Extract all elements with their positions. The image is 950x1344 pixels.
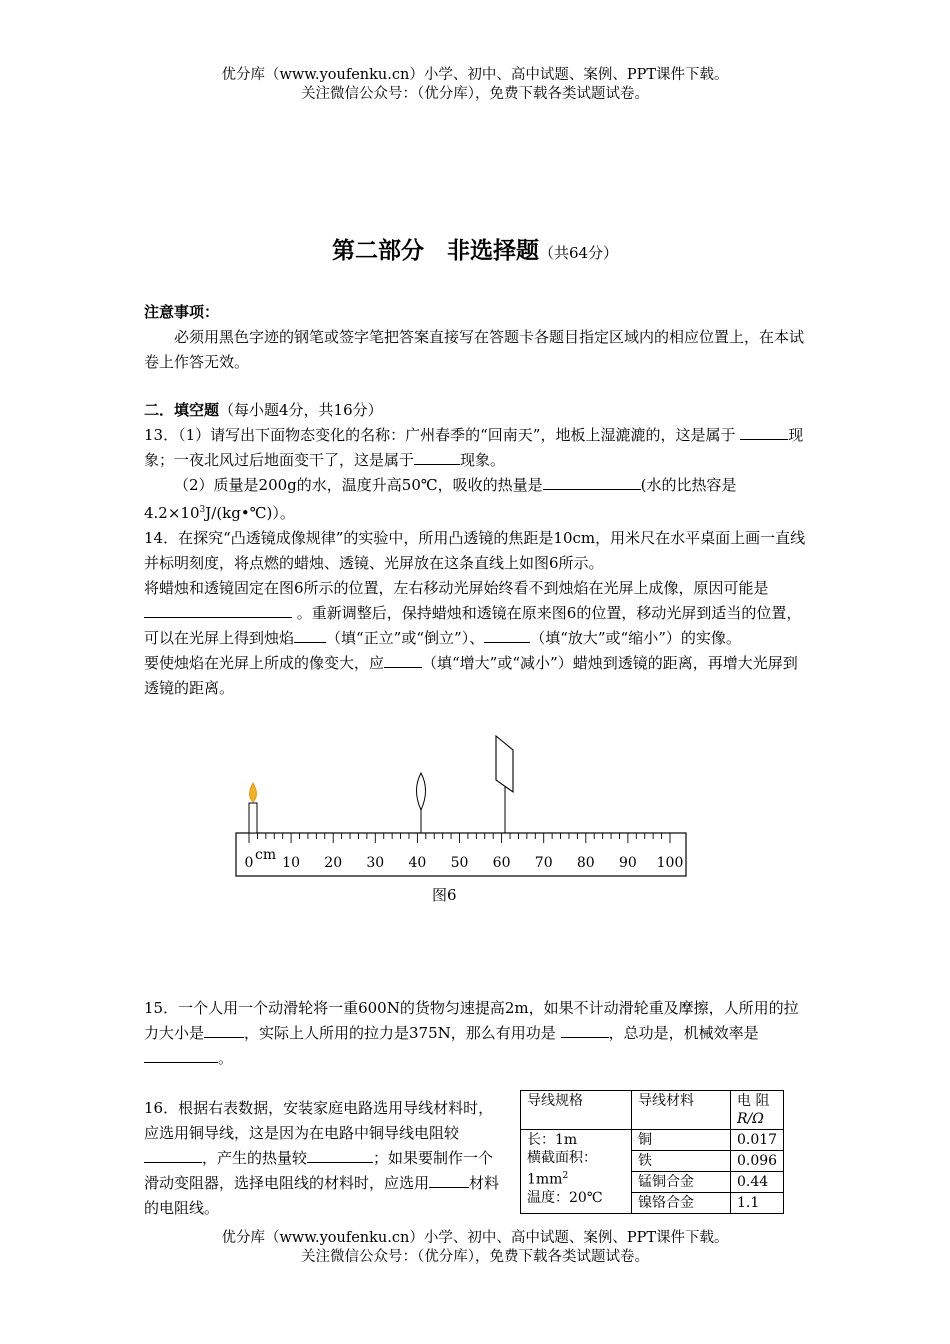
wire-resistance-table	[520, 1090, 784, 1214]
q14-blank-4[interactable]	[384, 653, 422, 668]
ruler-tick-label: 70	[534, 855, 553, 871]
q13-text-f: J/(kg•℃)）。	[205, 504, 295, 522]
spec-area-value: 1mm	[527, 1171, 563, 1188]
q13-text-c: 现象。	[460, 451, 506, 469]
material-cell: 铜	[632, 1130, 731, 1151]
material-cell: 铁	[632, 1151, 731, 1172]
q14-blank-2[interactable]	[294, 628, 326, 643]
q14-text-c: （填“正立”或“倒立”）、	[326, 629, 485, 647]
notice-heading: 注意事项：	[144, 303, 220, 321]
header-resistance-unit: R/Ω	[737, 1111, 764, 1127]
q16-text-b: ，产生的热量较	[202, 1149, 308, 1167]
section-heading	[144, 398, 806, 423]
spec-area-exp: 2	[562, 1171, 569, 1181]
spec-area-label: 横截面积：	[527, 1150, 597, 1166]
title-sub: （共64分）	[538, 244, 619, 262]
resistance-cell: 0.096	[731, 1151, 784, 1172]
ruler-unit: cm	[255, 847, 277, 863]
q16-text-d: 材料的电阻线。	[144, 1174, 500, 1217]
q13-exponent: 3	[199, 505, 206, 515]
header-resistance	[731, 1091, 784, 1130]
light-screen	[496, 736, 513, 833]
q13-blank-3[interactable]	[543, 475, 641, 490]
header-line-1: 优分库（www.youfenku.cn）小学、初中、高中试题、案例、PPT课件下载。	[221, 67, 729, 83]
header-line-2: 关注微信公众号：（优分库），免费下载各类试题试卷。	[301, 86, 649, 102]
q14-text-a: 将蜡烛和透镜固定在图6所示的位置，左右移动光屏始终看不到烛焰在光屏上成像，原因可能是	[144, 579, 769, 597]
q16	[144, 1096, 504, 1221]
ruler-tick-label: 40	[408, 855, 427, 871]
header-resistance-label: 电 阻	[737, 1093, 770, 1109]
figure-6-optical-bench	[230, 730, 690, 880]
resistance-cell: 1.1	[731, 1193, 784, 1214]
q15-blank-3[interactable]	[144, 1048, 218, 1063]
q14-text-b: 。重新调整后，保持蜡烛和透镜在原来图6的位置，移动光屏到适当的位置，可以在光屏上得到烛焰	[144, 604, 802, 647]
q14-text-f: （填“增大”或“减小”）蜡烛到透镜的距离，再增大光屏到透镜的距离。	[144, 654, 798, 697]
q13-blank-2[interactable]	[414, 450, 460, 465]
q15	[144, 996, 806, 1071]
q15-blank-2[interactable]	[561, 1023, 609, 1038]
section-title	[0, 232, 950, 265]
table-header-row	[521, 1091, 784, 1130]
ruler-tick-label: 90	[618, 855, 637, 871]
notice	[144, 300, 806, 375]
ruler-tick-label: 80	[576, 855, 595, 871]
table-row	[521, 1130, 784, 1151]
q14-part3	[144, 651, 806, 701]
q16-blank-2[interactable]	[307, 1148, 373, 1163]
ruler-tick-label: 50	[450, 855, 469, 871]
q15-text-e: 。	[218, 1049, 234, 1067]
q13-part2	[144, 473, 806, 526]
ruler-tick-label: 10	[282, 855, 301, 871]
q13-text-a: 13．（1）请写出下面物态变化的名称：广州春季的“回南天”，地板上湿漉漉的，这是属于	[144, 426, 736, 444]
q14-blank-3[interactable]	[484, 628, 530, 643]
q13-blank-1[interactable]	[740, 425, 788, 440]
footer-line-2: 关注微信公众号：（优分库），免费下载各类试题试卷。	[301, 1249, 649, 1265]
q14-text-e: 要使烛焰在光屏上所成的像变大，应	[144, 654, 385, 672]
ruler-tick-label: 0	[244, 855, 254, 871]
flame-icon	[250, 783, 257, 802]
q14-part1: 14．在探究“凸透镜成像规律”的实验中，所用凸透镜的焦距是10cm，用米尺在水平桌面上画一直线并标明刻度，将点燃的蜡烛、透镜、光屏放在这条直线上如图6所示。	[144, 529, 806, 572]
q16-text-a: 16．根据右表数据，安装家庭电路选用导线材料时，应选用铜导线，这是因为在电路中铜导线电阻较	[144, 1099, 494, 1142]
figure-caption: 图6	[432, 886, 457, 904]
ruler-tick-label: 30	[366, 855, 385, 871]
q16-blank-1[interactable]	[144, 1148, 202, 1163]
questions-block	[144, 398, 806, 701]
resistance-cell: 0.44	[731, 1172, 784, 1193]
ruler-tick-label: 20	[324, 855, 343, 871]
q16-text-c: ；如果要制作一个滑动变阻器，选择电阻线的材料时，应选用	[144, 1149, 494, 1192]
q16-blank-3[interactable]	[429, 1173, 469, 1188]
spec-length: 长：1m	[527, 1132, 578, 1148]
convex-lens	[417, 773, 426, 833]
q14-part2	[144, 576, 806, 651]
q13-part1	[144, 423, 806, 473]
q15-text-c: ，总功是	[608, 1024, 669, 1042]
q13-text-d: （2）质量是200g的水，温度升高50℃，吸收的热量是	[174, 476, 543, 494]
q13-text-b: 现象；一夜北风过后地面变干了，这是属于	[144, 426, 804, 469]
title-main: 第二部分 非选择题	[331, 238, 539, 264]
candle	[249, 783, 257, 833]
spec-temperature: 温度：20℃	[527, 1189, 603, 1206]
q15-text-d: ，机械效率是	[668, 1024, 759, 1042]
section-heading-note: （每小题4分，共16分）	[219, 401, 383, 419]
ruler-tick-label: 60	[492, 855, 511, 871]
q15-blank-1[interactable]	[204, 1023, 244, 1038]
ruler-ticks	[249, 833, 670, 843]
notice-text: 必须用黑色字迹的钢笔或签字笔把答案直接写在答题卡各题目指定区域内的相应位置上，在本试卷上作答无效。	[144, 328, 805, 371]
page-footer	[0, 1229, 950, 1267]
q14-blank-1[interactable]	[144, 603, 292, 618]
q13-text-e: (水的比热容是4.2×10	[144, 476, 737, 522]
spec-cell	[521, 1130, 632, 1214]
resistance-cell: 0.017	[731, 1130, 784, 1151]
section-heading-label: 二．填空题	[144, 401, 220, 419]
header-material: 导线材料	[632, 1091, 731, 1130]
q15-text-b: ，实际上人所用的拉力是375N，那么有用功是	[244, 1024, 556, 1042]
page-header	[0, 66, 950, 104]
material-cell: 锰铜合金	[632, 1172, 731, 1193]
footer-line-1: 优分库（www.youfenku.cn）小学、初中、高中试题、案例、PPT课件下载。	[221, 1230, 729, 1246]
q15-text-a: 15．一个人用一个动滑轮将一重600N的货物匀速提高2m，如果不计动滑轮重及摩擦，人所用的拉力大小是	[144, 999, 799, 1042]
header-spec: 导线规格	[521, 1091, 632, 1130]
q14-text-d: （填“放大”或“缩小”）的实像。	[530, 629, 741, 647]
ruler-tick-labels	[245, 855, 684, 871]
material-cell: 镍铬合金	[632, 1193, 731, 1214]
ruler-tick-label: 100	[656, 855, 684, 871]
